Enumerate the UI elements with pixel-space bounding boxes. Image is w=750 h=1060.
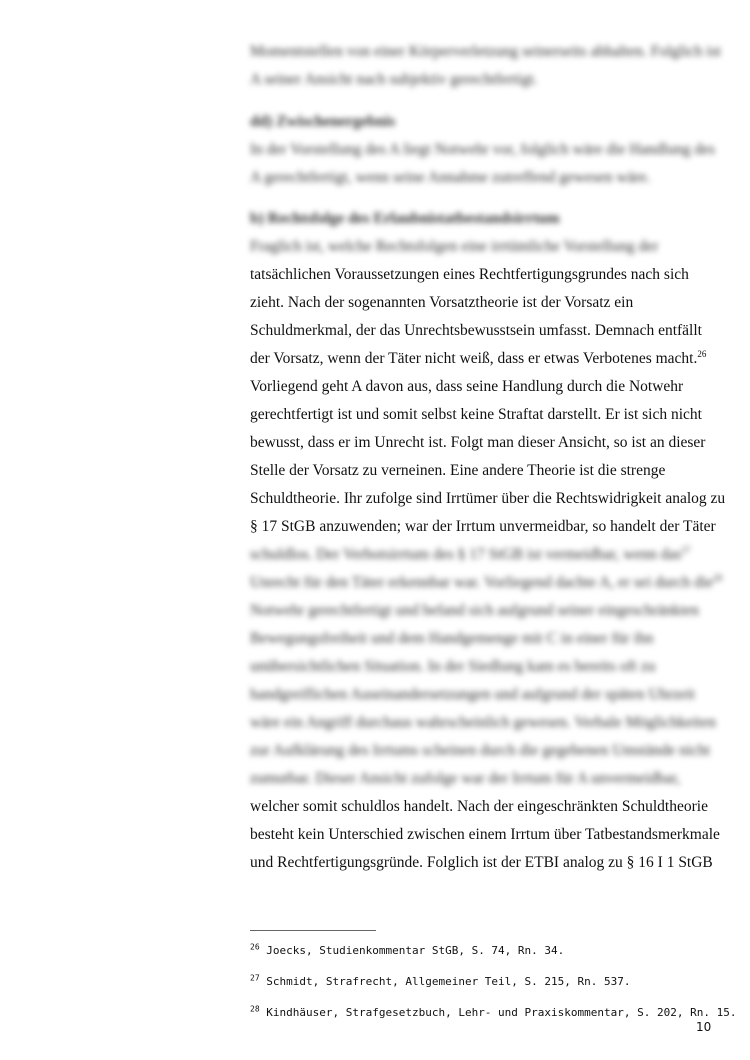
section-heading: dd) Zwischenergebnis: [250, 113, 396, 130]
footnote-number: 26: [250, 942, 260, 952]
text-line: Schuldmerkmal, der das Unrechtsbewusstsein umfasst. Demnach entfällt: [250, 322, 702, 339]
footnote-26: [250, 944, 564, 957]
blurred-line: A gerechtfertigt, wenn seine Annahme zutreffend gewesen wäre.: [250, 169, 651, 186]
blurred-line: Notwehr gerechtfertigt und befand sich aufgrund seiner eingeschränkten: [250, 602, 699, 619]
text-line: gerechtfertigt ist und somit selbst keine Straftat darstellt. Er ist sich nicht: [250, 406, 702, 423]
text-line: [250, 345, 720, 373]
page-number: 10: [696, 1020, 712, 1034]
blurred-line: wäre ein Angriff durchaus wahrscheinlich gewesen. Verbale Möglichkeiten: [250, 714, 716, 731]
text-segment: Unrecht für den Täter erkennbar war. Vorliegend dachte A, er sei durch die: [250, 574, 714, 591]
text-segment: schuldlos. Der Verbotsirrtum des § 17 StGB ist vermeidbar, wenn das: [250, 546, 682, 563]
blurred-line: Bewegungsfreiheit und dem Handgemenge mit C in einer für ihn: [250, 630, 654, 647]
footnote-number: 27: [250, 973, 260, 983]
footnote-divider: [250, 930, 376, 931]
text-line: und Rechtfertigungsgründe. Folglich ist der ETBI analog zu § 16 I 1 StGB: [250, 854, 713, 871]
text-line: § 17 StGB anzuwenden; war der Irrtum unvermeidbar, so handelt der Täter: [250, 518, 716, 535]
blurred-line: zur Aufklärung des Irrtums scheinen durch die gegebenen Umstände nicht: [250, 742, 711, 759]
section-dd: [250, 108, 720, 192]
blurred-line: A seiner Ansicht nach subjektiv gerechtfertigt.: [250, 71, 538, 88]
section-heading: b) Rechtsfolge des Erlaubnistatbestandsirrtum: [250, 210, 560, 227]
text-line: besteht kein Unterschied zwischen einem Irrtum über Tatbestandsmerkmale: [250, 826, 720, 843]
blurred-line: zumutbar. Dieser Ansicht zufolge war der Irrtum für A unvermeidbar,: [250, 770, 681, 787]
blurred-line: In der Vorstellung des A liegt Notwehr vor, folglich wäre die Handlung des: [250, 141, 716, 158]
footnote-ref[interactable]: 27: [681, 544, 691, 555]
footnote-ref[interactable]: 26: [697, 348, 707, 359]
blurred-line: Fraglich ist, welche Rechtsfolgen eine irrtümliche Vorstellung der: [250, 238, 659, 255]
text-line: welcher somit schuldlos handelt. Nach der eingeschränkten Schuldtheorie: [250, 798, 708, 815]
blurred-line: [250, 569, 723, 597]
section-b: [250, 205, 726, 877]
text-segment: der Vorsatz, wenn der Täter nicht weiß, dass er etwas Verbotenes macht.: [250, 350, 698, 367]
footnote-28: [250, 1006, 736, 1019]
footnote-text: Schmidt, Strafrecht, Allgemeiner Teil, S. 215, Rn. 537.: [266, 975, 631, 988]
text-line: Stelle der Vorsatz zu verneinen. Eine andere Theorie ist die strenge: [250, 462, 666, 479]
text-line: bewusst, dass er im Unrecht ist. Folgt man dieser Ansicht, so ist an dieser: [250, 434, 706, 451]
text-line: tatsächlichen Voraussetzungen eines Rechtfertigungsgrundes nach sich: [250, 266, 689, 283]
blurred-line: unübersichtlichen Situation. In der Siedlung kam es bereits oft zu: [250, 658, 656, 675]
blurred-line: Momentstellen von einer Körperverletzung seinerseits abhalten. Folglich ist: [250, 43, 721, 60]
blurred-line: [250, 541, 720, 569]
text-line: Schuldtheorie. Ihr zufolge sind Irrtümer über die Rechtswidrigkeit analog zu: [250, 490, 726, 507]
footnote-number: 28: [250, 1004, 260, 1014]
footnote-text: Kindhäuser, Strafgesetzbuch, Lehr- und Praxiskommentar, S. 202, Rn. 15.: [266, 1006, 737, 1019]
text-line: Vorliegend geht A davon aus, dass seine Handlung durch die Notwehr: [250, 378, 684, 395]
blurred-line: handgreiflichen Auseinandersetzungen und aufgrund der späten Uhrzeit: [250, 686, 696, 703]
footnote-text: Joecks, Studienkommentar StGB, S. 74, Rn. 34.: [266, 944, 565, 957]
body-text-top: [250, 38, 720, 94]
text-line: zieht. Nach der sogenannten Vorsatztheorie ist der Vorsatz ein: [250, 294, 634, 311]
footnote-27: [250, 975, 631, 988]
footnote-ref[interactable]: 28: [713, 572, 723, 583]
